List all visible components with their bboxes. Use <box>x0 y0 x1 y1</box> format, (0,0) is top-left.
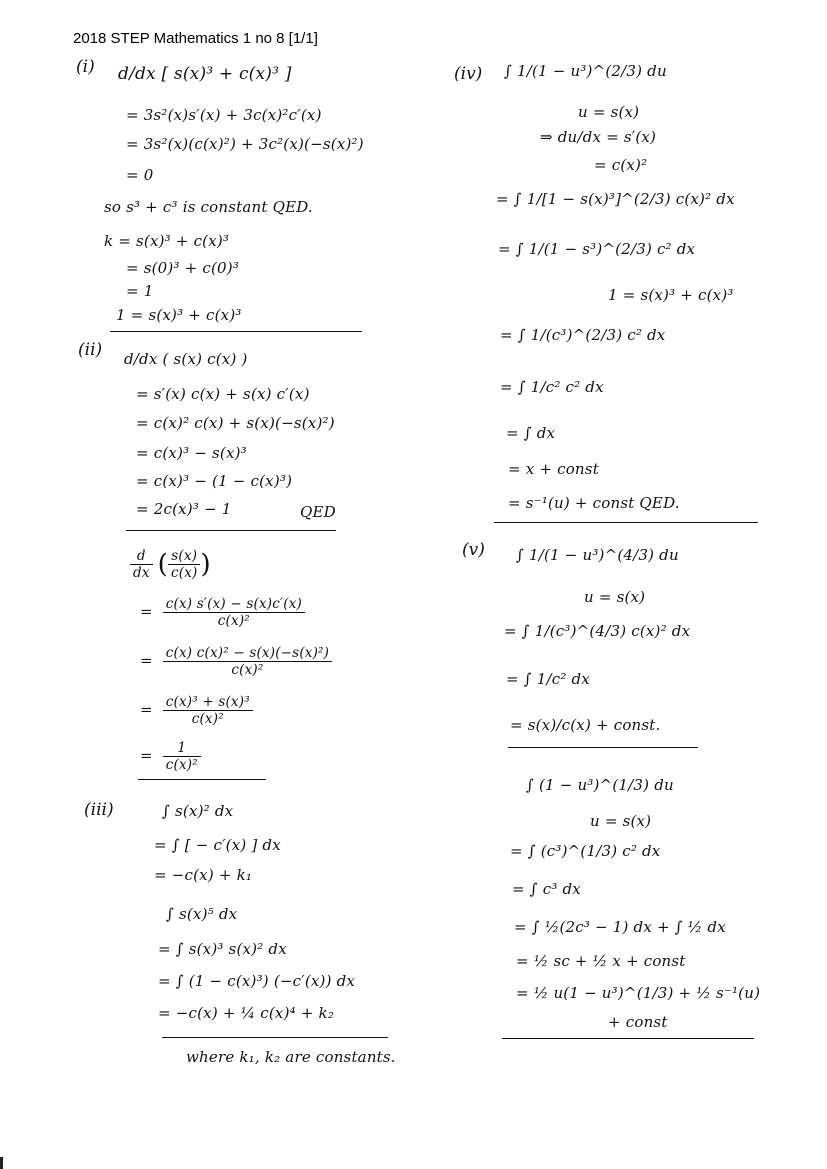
scan-edge-mark <box>0 1157 3 1169</box>
part-iv-label: (iv) <box>454 64 483 84</box>
quotient-derivative: $\frac{d}{dx}$ ( $\frac{s(x)}{c(x)}$ ) <box>130 548 211 581</box>
part-i-line: = 0 <box>126 166 154 184</box>
part-i-label: (i) <box>76 57 95 77</box>
part-v-line: = ∫ c³ dx <box>512 880 581 898</box>
part-ii-line: = c(x)³ − (1 − c(x)³) <box>136 472 293 490</box>
part-v-line: = ½ sc + ½ x + const <box>516 952 686 970</box>
part-v-line: ∫ (1 − u³)^(1/3) du <box>526 776 674 794</box>
part-iv-line: = ∫ 1/(1 − s³)^(2/3) c² dx <box>498 240 696 258</box>
part-iv-line: = ∫ 1/(c³)^(2/3) c² dx <box>500 326 666 344</box>
part-ii-line: = 2c(x)³ − 1 <box>136 500 232 518</box>
part-v-line: = s(x)/c(x) + const. <box>510 716 661 734</box>
part-i-line: 1 = s(x)³ + c(x)³ <box>116 306 242 324</box>
part-i-line: so s³ + c³ is constant QED. <box>104 198 313 216</box>
section-divider <box>162 1037 388 1038</box>
part-i-line: = 3s²(x)s′(x) + 3c(x)²c′(x) <box>126 106 322 124</box>
part-i-line: = 1 <box>126 282 154 300</box>
section-divider <box>508 747 698 748</box>
quotient-line: = $\frac{1}{\text{c(x)²}}$ <box>140 740 201 773</box>
part-v-line: = ∫ 1/(c³)^(4/3) c(x)² dx <box>504 622 691 640</box>
part-v-line: u = s(x) <box>590 812 652 830</box>
part-v-line: + const <box>608 1013 668 1031</box>
quotient-line: = $\frac{\text{c(x)³ + s(x)³}}{\text{c(x)²}}$ <box>140 694 253 727</box>
part-v-line: = ½ u(1 − u³)^(1/3) + ½ s⁻¹(u) <box>516 984 761 1002</box>
part-v-label: (v) <box>462 540 485 560</box>
part-iv-line: ∫ 1/(1 − u³)^(2/3) du <box>504 62 667 80</box>
part-iii-line: where k₁, k₂ are constants. <box>186 1048 396 1066</box>
page-header: 2018 STEP Mathematics 1 no 8 [1/1] <box>73 30 318 47</box>
part-i-line: = 3s²(x)(c(x)²) + 3c²(x)(−s(x)²) <box>126 135 364 153</box>
part-iv-line: = c(x)² <box>594 156 648 174</box>
part-i-line: d/dx [ s(x)³ + c(x)³ ] <box>118 64 292 84</box>
quotient-line: = $\frac{c(x) s'(x) - s(x)c'(x)}{\text{c(x)²}}$ <box>140 596 305 629</box>
part-v-line: = ∫ (c³)^(1/3) c² dx <box>510 842 661 860</box>
part-iii-line: = ∫ (1 − c(x)³) (−c′(x)) dx <box>158 972 356 990</box>
part-iv-line: = x + const <box>508 460 599 478</box>
qed-mark: QED <box>300 503 336 521</box>
part-ii-line: d/dx ( s(x) c(x) ) <box>124 350 248 368</box>
part-iv-line: u = s(x) <box>578 103 640 121</box>
part-iii-line: = −c(x) + ¼ c(x)⁴ + k₂ <box>158 1004 335 1022</box>
part-iv-line: ⇒ du/dx = s′(x) <box>540 128 657 146</box>
section-divider <box>110 331 362 332</box>
section-divider <box>502 1038 754 1039</box>
part-iv-line: = ∫ 1/c² c² dx <box>500 378 604 396</box>
part-ii-label: (ii) <box>78 340 103 360</box>
section-divider <box>138 779 266 780</box>
part-iii-line: ∫ s(x)² dx <box>162 802 234 820</box>
part-v-line: = ∫ 1/c² dx <box>506 670 590 688</box>
section-divider <box>126 530 336 531</box>
section-divider <box>494 522 758 523</box>
quotient-line: = $\frac{\text{c(x) c(x)² − s(x)(−s(x)²)}}{\text{c(x)²}}$ <box>140 645 332 678</box>
part-ii-line: = c(x)² c(x) + s(x)(−s(x)²) <box>136 414 335 432</box>
part-iv-line: = ∫ dx <box>506 424 556 442</box>
part-iii-line: = ∫ s(x)³ s(x)² dx <box>158 940 287 958</box>
part-i-line: = s(0)³ + c(0)³ <box>126 259 240 277</box>
part-v-line: ∫ 1/(1 − u³)^(4/3) du <box>516 546 679 564</box>
part-iii-line: ∫ s(x)⁵ dx <box>166 905 238 923</box>
part-iii-label: (iii) <box>84 800 114 820</box>
part-iii-line: = ∫ [ − c′(x) ] dx <box>154 836 281 854</box>
part-v-line: u = s(x) <box>584 588 646 606</box>
part-i-line: k = s(x)³ + c(x)³ <box>104 232 230 250</box>
part-ii-line: = c(x)³ − s(x)³ <box>136 444 247 462</box>
part-iv-line: = s⁻¹(u) + const QED. <box>508 494 680 512</box>
part-v-line: = ∫ ½(2c³ − 1) dx + ∫ ½ dx <box>514 918 726 936</box>
part-ii-line: = s′(x) c(x) + s(x) c′(x) <box>136 385 310 403</box>
part-iv-line: = ∫ 1/[1 − s(x)³]^(2/3) c(x)² dx <box>496 190 735 208</box>
part-iii-line: = −c(x) + k₁ <box>154 866 253 884</box>
part-iv-line: 1 = s(x)³ + c(x)³ <box>608 286 734 304</box>
